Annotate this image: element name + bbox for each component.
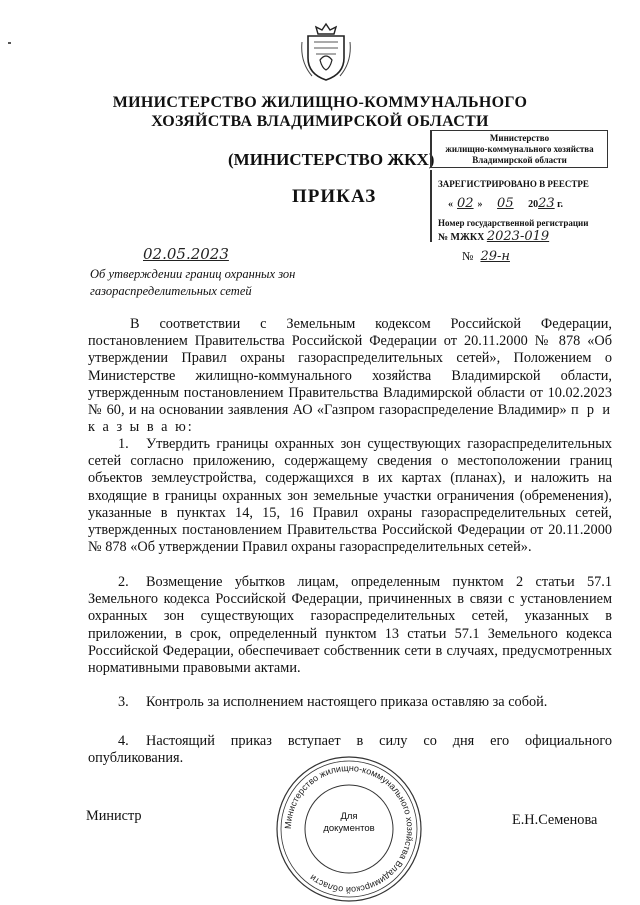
subject-line1: Об утверждении границ охранных зон — [90, 267, 296, 281]
coat-of-arms-icon — [300, 22, 352, 84]
item-3 — [88, 694, 612, 711]
item-2-number: 2. — [118, 574, 129, 590]
registration-year-prefix: 20 — [528, 199, 539, 210]
registration-year: 23 — [538, 196, 555, 211]
item-3-text: Контроль за исполнением настоящего приказа оставляю за собой. — [146, 694, 548, 710]
seal-center-line1: Для — [340, 811, 358, 822]
registration-month: 05 — [497, 196, 514, 211]
item-2 — [88, 574, 612, 677]
stamp-line2: жилищно-коммунального хозяйства — [445, 144, 594, 154]
order-date: 02.05.2023 — [143, 245, 229, 263]
scan-speck — [8, 42, 11, 44]
preamble-paragraph — [88, 316, 612, 436]
order-subject — [90, 266, 320, 300]
order-number — [462, 249, 530, 264]
item-1-number: 1. — [118, 436, 129, 452]
registration-title: ЗАРЕГИСТРИРОВАНО В РЕЕСТРЕ — [438, 179, 589, 189]
registration-stamp — [430, 170, 608, 242]
item-3-number: 3. — [118, 694, 129, 710]
registration-year-suffix: г. — [557, 199, 564, 210]
item-1 — [88, 436, 612, 556]
order-number-prefix: № — [462, 249, 474, 263]
signatory-position: Министр — [86, 808, 142, 824]
registration-number-prefix: № МЖКХ — [438, 232, 485, 243]
item-4-text: Настоящий приказ вступает в силу со дня его официального опубликования. — [88, 733, 612, 767]
subject-line2: газораспределительных сетей — [90, 284, 252, 298]
registration-number — [438, 231, 608, 244]
registration-number-value: 2023-019 — [486, 229, 550, 244]
item-2-text: Возмещение убытков лицам, определенным пунктом 2 статьи 57.1 Земельного кодекса Российской Федерации, причиненных в связи с установлением охранных зон существующих газораспределительных сетей, указанных в приложении, в срок, определенный пунктом 13 статьи 57.1 Земельного кодекса Российской Федерации, обеспечивает собственник сети в случаях, предусмотренных нормативными правовыми актами. — [88, 574, 612, 677]
registration-day: 02 — [457, 196, 474, 211]
preamble-text: В соответствии с Земельным кодексом Российской Федерации, постановлением Правительства Российской Федерации от 20.11.2000 № 878 «Об утверждении Правил охраны газораспределительных сетей», Положением о Министерстве жилищно-коммунального хозяйства Владимирской области, утвержденным постановлением Правительства Владимирской области от 10.02.2023 № 60, и на основании заявления АО «Газпром газораспределение Владимир» — [88, 316, 612, 419]
preamble-order-word: п р и к а з ы в а ю: — [88, 402, 612, 436]
item-4-number: 4. — [118, 733, 129, 749]
item-1-text: Утвердить границы охранных зон существующих газораспределительных сетей согласно приложению, содержащему сведения о местоположении границ объектов землеустройства, содержащихся в их картах (планах), и наложить на входящие в границы охранных зон земельные участки ограничения (обременения), указанные в пунктах 14, 15, 16 Правил охраны газораспределительных сетей, утвержденных постановлением Правительства Российской Федерации от 20.11.2000 № 878 «Об утверждении Правил охраны газораспределительных сетей». — [88, 436, 612, 556]
ministry-name-line2: ХОЗЯЙСТВА ВЛАДИМИРСКОЙ ОБЛАСТИ — [151, 113, 489, 130]
document-title: ПРИКАЗ — [292, 186, 377, 207]
seal-ring-text: Министерство жилищно-коммунального хозяйства Владимирской области — [282, 762, 416, 896]
ministry-short-name: (МИНИСТЕРСТВО ЖКХ) — [228, 150, 435, 169]
seal-center-line2: документов — [323, 823, 375, 834]
stamp-line1: Министерство — [489, 133, 550, 143]
ministry-name-line1: МИНИСТЕРСТВО ЖИЛИЩНО-КОММУНАЛЬНОГО — [112, 94, 528, 111]
signatory-name: Е.Н.Семенова — [512, 812, 598, 828]
ministry-stamp — [430, 130, 608, 168]
seal-center-text — [312, 811, 386, 835]
stamp-line3: Владимирской области — [472, 155, 567, 165]
order-number-value: 29-н — [480, 249, 510, 264]
registration-date: « 02 » 05 2023 г. — [448, 196, 564, 211]
registration-number-label: Номер государственной регистрации — [438, 218, 589, 228]
